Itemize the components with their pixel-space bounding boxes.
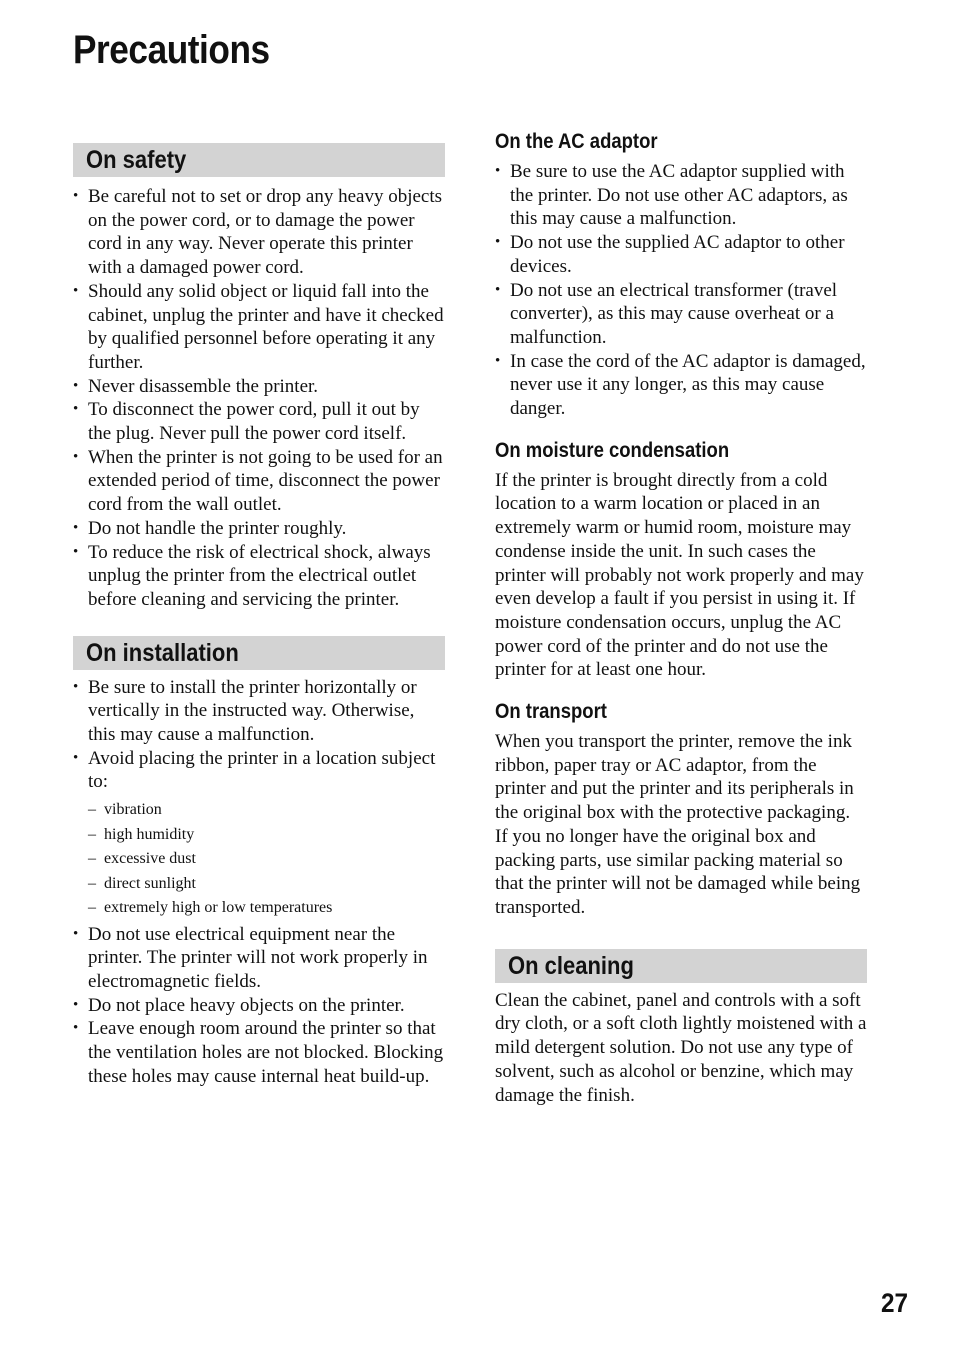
section-heading-safety: On safety [73,143,445,177]
installation-list-continued [73,923,445,1089]
list-item: • To disconnect the power cord, pull it out by the plug. Never pull the power cord itself. [73,398,445,445]
page-title: Precautions [73,28,270,72]
list-item: • Be sure to install the printer horizontally or vertically in the instructed way. Otherwise, this may cause a malfunction. [73,676,445,747]
right-column [495,130,867,1107]
list-item: • Be sure to use the AC adaptor supplied with the printer. Do not use other AC adaptors, as this may cause a malfunction. [495,160,867,231]
section-heading-transport: On transport [495,700,607,724]
section-heading-installation: On installation [73,636,445,670]
list-item: • Do not place heavy objects on the printer. [73,994,445,1018]
page-number: 27 [880,1288,908,1318]
sub-list-item: – direct sunlight [73,872,445,897]
list-item: • Should any solid object or liquid fall into the cabinet, unplug the printer and have it checked by qualified personnel before operating it any further. [73,280,445,375]
installation-list [73,676,445,795]
safety-list [73,185,445,612]
list-item: • Do not handle the printer roughly. [73,517,445,541]
installation-sublist [73,798,445,921]
section-heading-cleaning: On cleaning [495,949,867,983]
list-item: • Do not use the supplied AC adaptor to other devices. [495,231,867,278]
cleaning-paragraph: Clean the cabinet, panel and controls with a soft dry cloth, or a soft cloth lightly moistened with a mild detergent solution. Do not use any type of solvent, such as alcohol or benzine, which may damage the finish. [495,989,867,1106]
sub-list-item: – vibration [73,798,445,823]
list-item: • To reduce the risk of electrical shock, always unplug the printer from the electrical outlet before cleaning and servicing the printer. [73,541,445,612]
list-item: • Leave enough room around the printer so that the ventilation holes are not blocked. Blocking these holes may cause internal heat build-up. [73,1017,445,1088]
transport-paragraph: If you no longer have the original box and packing parts, use similar packing material so that the printer will not be damaged while being transported. [495,825,861,918]
list-item: • Do not use an electrical transformer (travel converter), as this may cause overheat or a malfunction. [495,279,867,350]
list-item: • In case the cord of the AC adaptor is damaged, never use it any longer, as this may cause danger. [495,350,867,421]
section-heading-moisture: On moisture condensation [495,438,730,462]
list-item: • Never disassemble the printer. [73,375,445,399]
transport-paragraph: When you transport the printer, remove the ink ribbon, paper tray or AC adaptor, from the printer and put the printer and its peripherals in the original box with the protective packaging. [495,731,854,824]
list-item: • Be careful not to set or drop any heavy objects on the power cord, or to damage the power cord in any way. Never operate this printer with a damaged power cord. [73,185,445,280]
sub-list-item: – excessive dust [73,847,445,872]
sub-list-item: – extremely high or low temperatures [73,896,445,921]
left-column [73,143,445,1089]
list-item: • Avoid placing the printer in a location subject to: [73,747,445,794]
list-item: • Do not use electrical equipment near the printer. The printer will not work properly in electromagnetic fields. [73,923,445,994]
section-heading-ac-adaptor: On the AC adaptor [495,130,658,153]
list-item: • When the printer is not going to be used for an extended period of time, disconnect the power cord from the wall outlet. [73,446,445,517]
moisture-paragraph: If the printer is brought directly from a cold location to a warm location or placed in an extremely warm or humid room, moisture may condense inside the unit. In such cases the printer will probably not work properly and may even develop a fault if you persist in using it. If moisture condensation occurs, unplug the AC power cord of the printer and do not use the printer for at least one hour. [495,469,864,681]
sub-list-item: – high humidity [73,823,445,848]
ac-adaptor-list [495,160,867,421]
